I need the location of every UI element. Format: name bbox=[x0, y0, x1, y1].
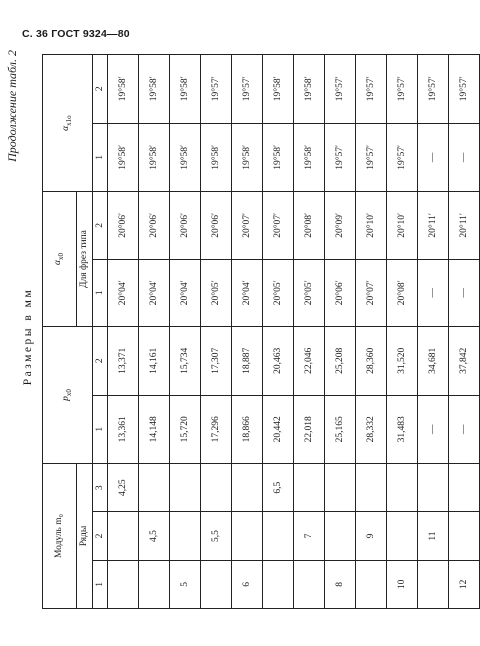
angle-a-type2-cell: 20°07′ bbox=[263, 192, 294, 259]
pitch-type2-cell: 17,307 bbox=[201, 326, 232, 395]
data-table bbox=[42, 54, 480, 609]
pitch-type2-cell: 18,887 bbox=[232, 326, 263, 395]
row1-module-cell bbox=[294, 560, 325, 608]
angle-a-type2-cell: 20°11′ bbox=[418, 192, 449, 259]
row2-module-cell: 9 bbox=[356, 512, 387, 560]
angle-b-type2-cell: 19°58′ bbox=[263, 55, 294, 124]
table-row bbox=[170, 55, 201, 609]
angle-b-type1-cell: 19°57′ bbox=[325, 123, 356, 192]
pitch-type1-cell: 15,720 bbox=[170, 395, 201, 464]
table-row bbox=[232, 55, 263, 609]
table-row bbox=[387, 55, 418, 609]
row1-module-cell bbox=[139, 560, 170, 608]
column-number: 2 bbox=[93, 326, 108, 395]
row1-module-cell bbox=[356, 560, 387, 608]
pitch-type2-cell: 15,734 bbox=[170, 326, 201, 395]
table-row bbox=[263, 55, 294, 609]
column-number: 1 bbox=[93, 395, 108, 464]
row1-module-cell bbox=[108, 560, 139, 608]
column-number: 1 bbox=[93, 123, 108, 192]
angle-b-type2-cell: 19°58′ bbox=[108, 55, 139, 124]
rows-label: Ряды bbox=[77, 464, 93, 609]
pitch-type1-cell: — bbox=[449, 395, 480, 464]
row2-module-cell bbox=[387, 512, 418, 560]
pitch-type2-cell: 14,161 bbox=[139, 326, 170, 395]
angle-b-type1-cell: 19°57′ bbox=[356, 123, 387, 192]
angle-a-type2-cell: 20°07′ bbox=[232, 192, 263, 259]
row1-module-cell bbox=[201, 560, 232, 608]
table-body bbox=[108, 55, 480, 609]
pitch-type2-cell: 31,520 bbox=[387, 326, 418, 395]
angle-a-type1-cell: 20°04′ bbox=[139, 259, 170, 326]
row3-module-cell bbox=[139, 464, 170, 512]
angle-a-type1-cell: 20°04′ bbox=[232, 259, 263, 326]
angle-a-type2-cell: 20°10′ bbox=[356, 192, 387, 259]
pitch-type1-cell: 31,483 bbox=[387, 395, 418, 464]
column-number: 1 bbox=[93, 259, 108, 326]
pitch-type1-cell: 28,332 bbox=[356, 395, 387, 464]
row1-module-cell: 5 bbox=[170, 560, 201, 608]
row2-module-cell: 4,5 bbox=[139, 512, 170, 560]
pitch-type1-cell: 17,296 bbox=[201, 395, 232, 464]
column-number: 1 bbox=[93, 560, 108, 608]
row2-module-cell: 11 bbox=[418, 512, 449, 560]
angle-b-type2-cell: 19°57′ bbox=[356, 55, 387, 124]
mill-type-label: Для фрез типа bbox=[77, 192, 93, 327]
page-header: С. 36 ГОСТ 9324—80 bbox=[22, 28, 130, 40]
row2-module-cell: 7 bbox=[294, 512, 325, 560]
angle-a-type1-cell: 20°04′ bbox=[170, 259, 201, 326]
row3-module-cell bbox=[449, 464, 480, 512]
table-row bbox=[325, 55, 356, 609]
row1-module-cell: 6 bbox=[232, 560, 263, 608]
row3-module-cell bbox=[201, 464, 232, 512]
pitch-type1-cell: 20,442 bbox=[263, 395, 294, 464]
angle-a-type2-cell: 20°11′ bbox=[449, 192, 480, 259]
pitch-type1-cell: 13,361 bbox=[108, 395, 139, 464]
angle-b-type1-cell: 19°58′ bbox=[263, 123, 294, 192]
row3-module-cell: 6,5 bbox=[263, 464, 294, 512]
table-row bbox=[418, 55, 449, 609]
angle-b-type1-cell: 19°58′ bbox=[139, 123, 170, 192]
angle-b-type1-cell: 19°58′ bbox=[232, 123, 263, 192]
row2-module-cell bbox=[263, 512, 294, 560]
angle-b-type2-cell: 19°57′ bbox=[449, 55, 480, 124]
angle-a-type1-cell: 20°04′ bbox=[108, 259, 139, 326]
angle-a-type1-cell: 20°08′ bbox=[387, 259, 418, 326]
pitch-type2-cell: 20,463 bbox=[263, 326, 294, 395]
angle-b-type2-cell: 19°57′ bbox=[387, 55, 418, 124]
pitch-type2-cell: 28,360 bbox=[356, 326, 387, 395]
angle-a-type1-cell: 20°06′ bbox=[325, 259, 356, 326]
angle-b-type2-cell: 19°57′ bbox=[418, 55, 449, 124]
row3-module-cell bbox=[325, 464, 356, 512]
angle-b-type1-cell: 19°58′ bbox=[108, 123, 139, 192]
pitch-type2-cell: 22,046 bbox=[294, 326, 325, 395]
column-number: 2 bbox=[93, 192, 108, 259]
angle-a-type2-cell: 20°06′ bbox=[201, 192, 232, 259]
pitch-header: $p_{x0}$ bbox=[43, 326, 93, 463]
column-number: 2 bbox=[93, 512, 108, 560]
table-row bbox=[356, 55, 387, 609]
angle-a-type2-cell: 20°06′ bbox=[170, 192, 201, 259]
angle-b-type2-cell: 19°58′ bbox=[139, 55, 170, 124]
module-header: Модуль m₀ bbox=[43, 464, 77, 609]
row1-module-cell: 10 bbox=[387, 560, 418, 608]
angle-a-type1-cell: 20°07′ bbox=[356, 259, 387, 326]
row3-module-cell: 4,25 bbox=[108, 464, 139, 512]
row3-module-cell bbox=[294, 464, 325, 512]
pitch-type1-cell: — bbox=[418, 395, 449, 464]
angle-a-header: $\alpha_{x0}$ bbox=[43, 192, 77, 327]
angle-a-type1-cell: — bbox=[418, 259, 449, 326]
pitch-type1-cell: 22,018 bbox=[294, 395, 325, 464]
angle-a-type2-cell: 20°10′ bbox=[387, 192, 418, 259]
angle-a-type2-cell: 20°06′ bbox=[108, 192, 139, 259]
pitch-type1-cell: 14,148 bbox=[139, 395, 170, 464]
angle-b-type1-cell: 19°58′ bbox=[294, 123, 325, 192]
table-row bbox=[294, 55, 325, 609]
angle-b-type2-cell: 19°57′ bbox=[201, 55, 232, 124]
angle-b-header: $\alpha_{x1o}$ bbox=[43, 55, 93, 192]
row3-module-cell bbox=[170, 464, 201, 512]
row3-module-cell bbox=[232, 464, 263, 512]
angle-b-type1-cell: — bbox=[418, 123, 449, 192]
rotated-table-page bbox=[3, 44, 469, 629]
table-row bbox=[449, 55, 480, 609]
table-row bbox=[201, 55, 232, 609]
column-number: 2 bbox=[93, 55, 108, 124]
angle-b-type2-cell: 19°57′ bbox=[232, 55, 263, 124]
row1-module-cell: 12 bbox=[449, 560, 480, 608]
row3-module-cell bbox=[418, 464, 449, 512]
angle-a-type1-cell: — bbox=[449, 259, 480, 326]
table-row bbox=[108, 55, 139, 609]
row2-module-cell bbox=[325, 512, 356, 560]
angle-a-type2-cell: 20°06′ bbox=[139, 192, 170, 259]
angle-a-type2-cell: 20°09′ bbox=[325, 192, 356, 259]
row1-module-cell: 8 bbox=[325, 560, 356, 608]
row2-module-cell bbox=[232, 512, 263, 560]
row3-module-cell bbox=[356, 464, 387, 512]
angle-b-type1-cell: 19°58′ bbox=[201, 123, 232, 192]
continuation-label: Продолжение табл. 2 bbox=[5, 50, 19, 162]
row3-module-cell bbox=[387, 464, 418, 512]
dimensions-caption: Размеры в мм bbox=[22, 287, 34, 386]
pitch-type2-cell: 25,208 bbox=[325, 326, 356, 395]
angle-b-type1-cell: — bbox=[449, 123, 480, 192]
angle-a-type1-cell: 20°05′ bbox=[294, 259, 325, 326]
angle-a-type1-cell: 20°05′ bbox=[263, 259, 294, 326]
angle-a-type2-cell: 20°08′ bbox=[294, 192, 325, 259]
row2-module-cell bbox=[449, 512, 480, 560]
row1-module-cell bbox=[263, 560, 294, 608]
pitch-type2-cell: 34,681 bbox=[418, 326, 449, 395]
row2-module-cell bbox=[108, 512, 139, 560]
angle-b-type2-cell: 19°58′ bbox=[170, 55, 201, 124]
angle-a-type1-cell: 20°05′ bbox=[201, 259, 232, 326]
pitch-type2-cell: 13,371 bbox=[108, 326, 139, 395]
column-number: 3 bbox=[93, 464, 108, 512]
row1-module-cell bbox=[418, 560, 449, 608]
column-number-row bbox=[93, 55, 108, 609]
row2-module-cell: 5,5 bbox=[201, 512, 232, 560]
row2-module-cell bbox=[170, 512, 201, 560]
angle-b-type2-cell: 19°57′ bbox=[325, 55, 356, 124]
pitch-type2-cell: 37,842 bbox=[449, 326, 480, 395]
angle-b-type1-cell: 19°57′ bbox=[387, 123, 418, 192]
pitch-type1-cell: 18,866 bbox=[232, 395, 263, 464]
pitch-type1-cell: 25,165 bbox=[325, 395, 356, 464]
angle-b-type2-cell: 19°58′ bbox=[294, 55, 325, 124]
table-row bbox=[139, 55, 170, 609]
angle-b-type1-cell: 19°58′ bbox=[170, 123, 201, 192]
